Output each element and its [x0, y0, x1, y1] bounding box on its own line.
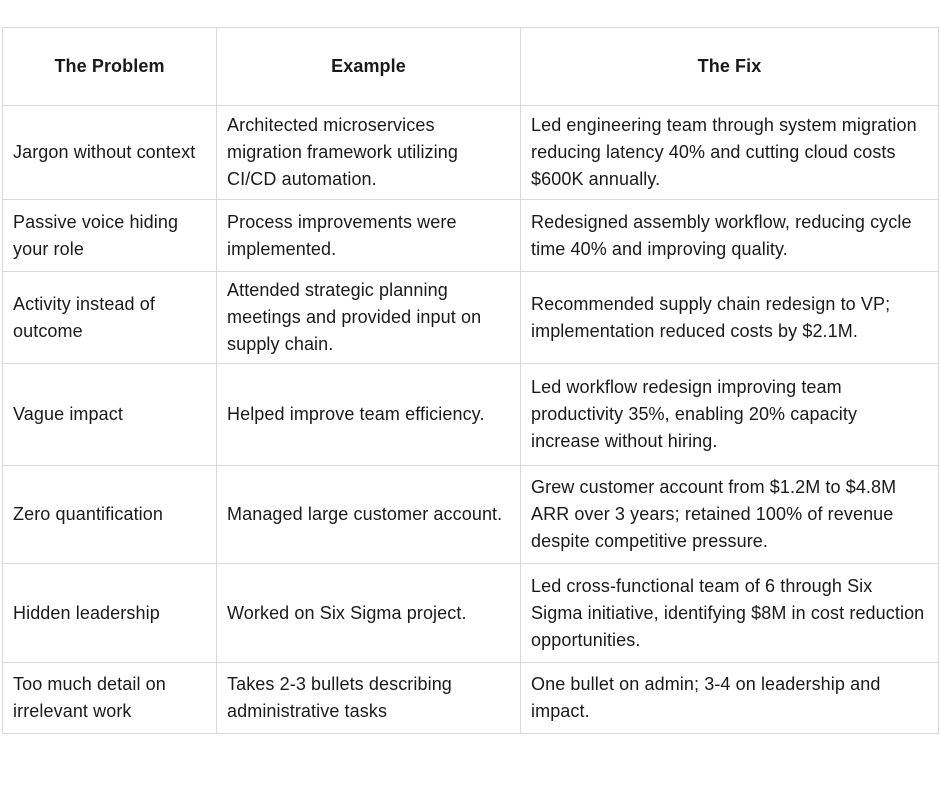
- table-header: [3, 28, 939, 106]
- cell-problem: Hidden leadership: [3, 564, 217, 663]
- cell-fix: Recommended supply chain redesign to VP; implementation reduced costs by $2.1M.: [521, 272, 939, 364]
- table-body: [3, 106, 939, 734]
- cell-example: Worked on Six Sigma project.: [217, 564, 521, 663]
- cell-fix: Redesigned assembly workflow, reducing cycle time 40% and improving quality.: [521, 200, 939, 272]
- table-row: [3, 272, 939, 364]
- cell-example: Helped improve team efficiency.: [217, 364, 521, 466]
- cell-fix: One bullet on admin; 3-4 on leadership and impact.: [521, 663, 939, 734]
- cell-fix: Grew customer account from $1.2M to $4.8M ARR over 3 years; retained 100% of revenue despite competitive pressure.: [521, 466, 939, 564]
- table-row: [3, 466, 939, 564]
- cell-problem: Vague impact: [3, 364, 217, 466]
- table-row: [3, 200, 939, 272]
- cell-problem: Zero quantification: [3, 466, 217, 564]
- header-cell-example: Example: [217, 28, 521, 106]
- cell-problem: Activity instead of outcome: [3, 272, 217, 364]
- header-cell-problem: The Problem: [3, 28, 217, 106]
- cell-example: Takes 2-3 bullets describing administrative tasks: [217, 663, 521, 734]
- cell-problem: Jargon without context: [3, 106, 217, 200]
- cell-fix: Led cross-functional team of 6 through Six Sigma initiative, identifying $8M in cost reduction opportunities.: [521, 564, 939, 663]
- header-row: [3, 28, 939, 106]
- cell-fix: Led workflow redesign improving team productivity 35%, enabling 20% capacity increase without hiring.: [521, 364, 939, 466]
- cell-example: Process improvements were implemented.: [217, 200, 521, 272]
- table-row: [3, 106, 939, 200]
- cell-example: Architected microservices migration framework utilizing CI/CD automation.: [217, 106, 521, 200]
- cell-fix: Led engineering team through system migration reducing latency 40% and cutting cloud costs $600K annually.: [521, 106, 939, 200]
- cell-example: Managed large customer account.: [217, 466, 521, 564]
- comparison-table: [2, 27, 939, 734]
- cell-problem: Passive voice hiding your role: [3, 200, 217, 272]
- header-cell-fix: The Fix: [521, 28, 939, 106]
- cell-problem: Too much detail on irrelevant work: [3, 663, 217, 734]
- table-row: [3, 564, 939, 663]
- table-row: [3, 663, 939, 734]
- table-row: [3, 364, 939, 466]
- cell-example: Attended strategic planning meetings and provided input on supply chain.: [217, 272, 521, 364]
